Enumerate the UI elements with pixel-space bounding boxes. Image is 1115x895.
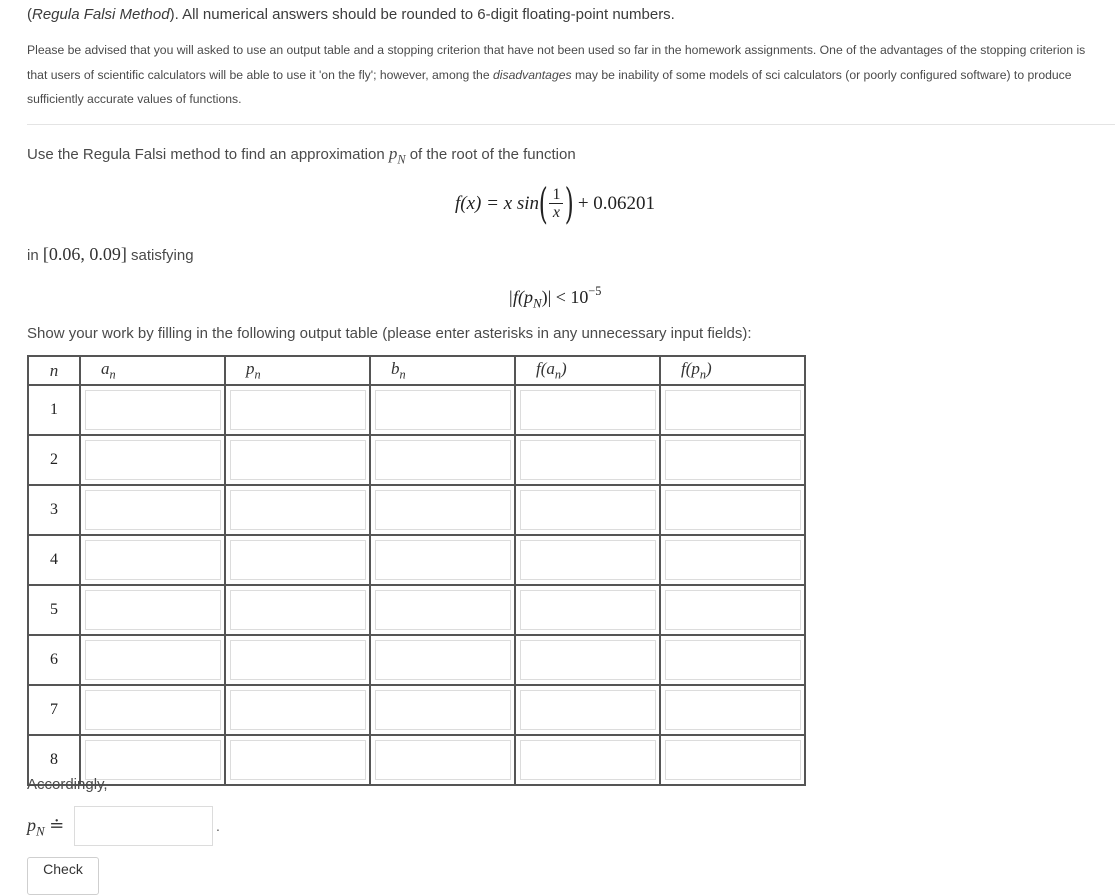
table-cell — [225, 635, 370, 685]
table-cell — [80, 685, 225, 735]
col-header-5: $f(p_n)$ — [660, 356, 805, 385]
table-cell-input[interactable] — [375, 490, 511, 530]
table-cell — [370, 485, 515, 535]
table-cell — [370, 585, 515, 635]
table-cell-input[interactable] — [85, 690, 221, 730]
stopping-criterion: $|f(p_N)| < 10^{-5}$ — [508, 284, 602, 311]
table-cell — [660, 635, 805, 685]
table-cell-input[interactable] — [520, 590, 656, 630]
divider — [27, 124, 1115, 125]
col-header-2: $p_n$ — [225, 356, 370, 385]
table-cell-input[interactable] — [375, 440, 511, 480]
table-cell-input[interactable] — [665, 690, 801, 730]
table-row — [28, 585, 805, 635]
table-cell-input[interactable] — [230, 490, 366, 530]
row-index: 2 — [28, 435, 80, 485]
intro-text: ). All numerical answers should be rounded to 6-digit floating-point numbers. — [169, 6, 675, 23]
table-cell — [660, 435, 805, 485]
table-cell — [370, 535, 515, 585]
row-index: 1 — [28, 385, 80, 435]
check-button[interactable]: Check — [27, 857, 99, 895]
table-cell-input[interactable] — [520, 440, 656, 480]
table-cell — [660, 385, 805, 435]
table-cell — [370, 635, 515, 685]
table-cell — [225, 385, 370, 435]
function-formula — [455, 180, 655, 228]
table-cell-input[interactable] — [85, 440, 221, 480]
table-cell-input[interactable] — [520, 640, 656, 680]
row-index: 7 — [28, 685, 80, 735]
approx-sign: ≐ — [49, 815, 65, 835]
table-cell-input[interactable] — [520, 740, 656, 780]
table-cell-input[interactable] — [375, 390, 511, 430]
row-index: 8 — [28, 735, 80, 785]
table-cell — [515, 685, 660, 735]
advisory-paragraph — [27, 38, 1105, 112]
advisory-emphasis: disadvantages — [493, 67, 572, 82]
table-cell-input[interactable] — [85, 640, 221, 680]
table-cell-input[interactable] — [375, 690, 511, 730]
pN-symbol: $p_N$ — [388, 144, 406, 167]
table-cell — [660, 685, 805, 735]
table-cell — [225, 435, 370, 485]
table-cell-input[interactable] — [85, 590, 221, 630]
table-cell — [660, 485, 805, 535]
table-cell-input[interactable] — [665, 490, 801, 530]
table-cell — [370, 435, 515, 485]
period: . — [216, 818, 220, 834]
table-cell-input[interactable] — [665, 440, 801, 480]
pn-label: $p_N$ ≐ — [27, 815, 65, 839]
table-cell-input[interactable] — [230, 390, 366, 430]
col-header-3: $b_n$ — [370, 356, 515, 385]
output-table — [27, 355, 806, 786]
table-cell-input[interactable] — [85, 740, 221, 780]
table-cell — [80, 635, 225, 685]
table-cell-input[interactable] — [230, 540, 366, 580]
col-header-1: $a_n$ — [80, 356, 225, 385]
table-cell-input[interactable] — [520, 490, 656, 530]
table-cell-input[interactable] — [375, 740, 511, 780]
interval-line: in [0.06, 0.09] satisfying — [27, 244, 194, 264]
table-cell-input[interactable] — [230, 590, 366, 630]
table-cell — [515, 635, 660, 685]
accordingly-label: Accordingly, — [27, 776, 108, 793]
table-cell — [225, 535, 370, 585]
col-header-0: n — [28, 356, 80, 385]
table-cell — [515, 535, 660, 585]
table-cell — [225, 735, 370, 785]
table-header-row — [28, 356, 805, 385]
table-cell — [80, 485, 225, 535]
table-cell-input[interactable] — [520, 390, 656, 430]
table-row — [28, 435, 805, 485]
col-header-4: $f(a_n)$ — [515, 356, 660, 385]
table-cell — [80, 385, 225, 435]
table-cell — [370, 685, 515, 735]
row-index: 4 — [28, 535, 80, 585]
table-row — [28, 685, 805, 735]
table-row — [28, 535, 805, 585]
table-cell-input[interactable] — [520, 690, 656, 730]
question-line — [27, 144, 576, 167]
table-cell — [660, 735, 805, 785]
table-cell-input[interactable] — [230, 640, 366, 680]
table-cell-input[interactable] — [375, 640, 511, 680]
table-cell-input[interactable] — [375, 540, 511, 580]
question-text-tail: of the root of the function — [405, 146, 576, 163]
table-cell-input[interactable] — [665, 540, 801, 580]
table-cell-input[interactable] — [665, 640, 801, 680]
table-cell-input[interactable] — [665, 390, 801, 430]
function-lhs: f(x) = x sin — [455, 193, 540, 214]
table-cell-input[interactable] — [85, 390, 221, 430]
table-cell — [225, 585, 370, 635]
pn-answer-input[interactable] — [74, 806, 213, 846]
table-row — [28, 385, 805, 435]
right-paren: ) — [565, 179, 575, 228]
table-cell — [225, 485, 370, 535]
table-cell — [370, 735, 515, 785]
function-constant: + 0.06201 — [577, 193, 656, 214]
table-cell — [515, 485, 660, 535]
table-cell — [515, 735, 660, 785]
advisory-text-1: Please be advised that you will asked to use an output table and a stopping criterion that have not been used so far in the homework assignments. One of the advantages of the stopping criterion is that users of scientific calculators will be able to use it 'on the fly'; however, among the — [27, 43, 1086, 82]
table-cell — [80, 585, 225, 635]
table-row — [28, 735, 805, 785]
table-cell — [515, 435, 660, 485]
left-paren: ( — [538, 179, 548, 228]
table-cell — [515, 385, 660, 435]
table-cell — [660, 535, 805, 585]
method-name: Regula Falsi Method — [32, 6, 170, 23]
intro-line: (Regula Falsi Method). All numerical answers should be rounded to 6-digit floating-point numbers. — [27, 6, 675, 23]
table-instructions: Show your work by filling in the following output table (please enter asterisks in any unnecessary input fields): — [27, 325, 752, 342]
row-index: 3 — [28, 485, 80, 535]
table-cell-input[interactable] — [230, 740, 366, 780]
table-row — [28, 485, 805, 535]
table-cell-input[interactable] — [230, 440, 366, 480]
table-cell-input[interactable] — [85, 540, 221, 580]
row-index: 5 — [28, 585, 80, 635]
row-index: 6 — [28, 635, 80, 685]
table-cell-input[interactable] — [665, 740, 801, 780]
table-row — [28, 635, 805, 685]
table-cell-input[interactable] — [665, 590, 801, 630]
fraction: $\frac{1}{x}$ — [549, 186, 563, 222]
interval: [0.06, 0.09] — [42, 244, 127, 264]
table-cell-input[interactable] — [520, 540, 656, 580]
question-text: Use the Regula Falsi method to find an approximation — [27, 146, 389, 163]
table-cell — [660, 585, 805, 635]
table-cell — [80, 435, 225, 485]
table-cell-input[interactable] — [230, 690, 366, 730]
advisory-text-2: may be inability of some models of sci calculators (or poorly configured software) to produce sufficiently accurate values of functions. — [27, 67, 1072, 107]
table-cell — [370, 385, 515, 435]
table-cell-input[interactable] — [85, 490, 221, 530]
table-cell — [225, 685, 370, 735]
table-cell — [515, 585, 660, 635]
table-cell-input[interactable] — [375, 590, 511, 630]
table-cell — [80, 535, 225, 585]
